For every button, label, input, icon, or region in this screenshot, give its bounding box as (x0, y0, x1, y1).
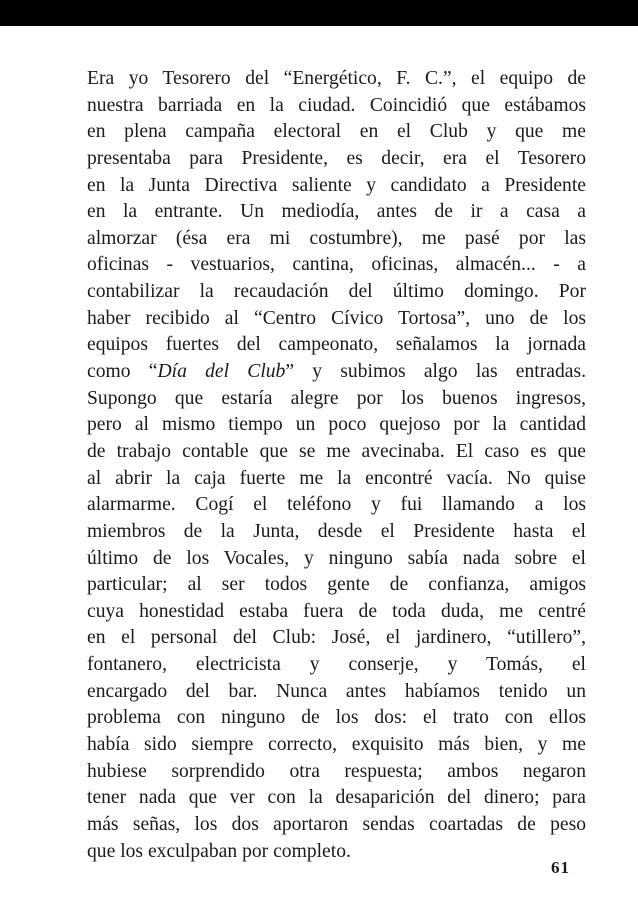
text-line-9: contabilizar la recaudación del último domingo. Por (87, 281, 586, 303)
text-line-1: Era yo Tesorero del “Energético, F. C.”, el equipo de (87, 68, 586, 89)
text-line-7: almorzar (ésa era mi costumbre), me pasé por las (87, 227, 586, 249)
text-line-21: cuya honestidad estaba fuera de toda duda, me centré (87, 600, 586, 622)
text-line-5: en la Junta Directiva saliente y candidato a Presidente (87, 174, 586, 196)
text-line-25: problema con ninguno de los dos: el trato con ellos (87, 707, 586, 729)
text-line-14: pero al mismo tiempo un poco quejoso por la cantidad (87, 414, 586, 436)
text-line-24: encargado del bar. Nunca antes habíamos tenido un (87, 680, 586, 702)
text-line-6: en la entrante. Un mediodía, antes de ir a casa a (87, 201, 586, 223)
text-line-26: había sido siempre correcto, exquisito más bien, y me (87, 734, 586, 756)
text-line-28: tener nada que ver con la desaparición del dinero; para (87, 787, 586, 809)
text-line-3: en plena campaña electoral en el Club y que me (87, 121, 586, 143)
text-line-27: hubiese sorprendido otra respuesta; ambos negaron (87, 760, 586, 782)
text-line-12-start: como “ (87, 361, 158, 383)
text-line-18: miembros de la Junta, desde el Presidente hasta el (87, 520, 586, 542)
text-line-22: en el personal del Club: José, el jardinero, “utillero”, (87, 627, 586, 649)
text-line-17: alarmarme. Cogí el teléfono y fui llamando a los (87, 494, 586, 516)
text-line-12-end: ” y subimos algo las entradas. (285, 361, 586, 383)
text-line-10: haber recibido al “Centro Cívico Tortosa”, uno de los (87, 307, 586, 329)
text-line-16: al abrir la caja fuerte me la encontré vacía. No quise (87, 467, 586, 489)
body-paragraph (87, 66, 586, 865)
text-line-30: que los exculpaban por completo. (87, 840, 351, 862)
text-line-29: más señas, los dos aportaron sendas coartadas de peso (87, 813, 586, 835)
text-line-23: fontanero, electricista y conserje, y Tomás, el (87, 654, 586, 676)
text-line-15: de trabajo contable que se me avecinaba. El caso es que (87, 440, 586, 462)
text-line-8: oficinas - vestuarios, cantina, oficinas, almacén... - a (87, 254, 586, 276)
italic-dia-del-club: Día del Club (157, 361, 286, 383)
text-line-12 (87, 359, 586, 386)
page-number: 61 (551, 858, 570, 877)
text-line-20: particular; al ser todos gente de confianza, amigos (87, 574, 586, 596)
text-line-11: equipos fuertes del campeonato, señalamos la jornada (87, 334, 586, 356)
text-line-13: Supongo que estaría alegre por los buenos ingresos, (87, 387, 586, 409)
top-black-band (0, 0, 638, 26)
text-line-19: último de los Vocales, y ninguno sabía nada sobre el (87, 547, 586, 569)
text-line-4: presentaba para Presidente, es decir, era el Tesorero (87, 147, 586, 169)
text-line-2: nuestra barriada en la ciudad. Coincidió que estábamos (87, 94, 586, 116)
